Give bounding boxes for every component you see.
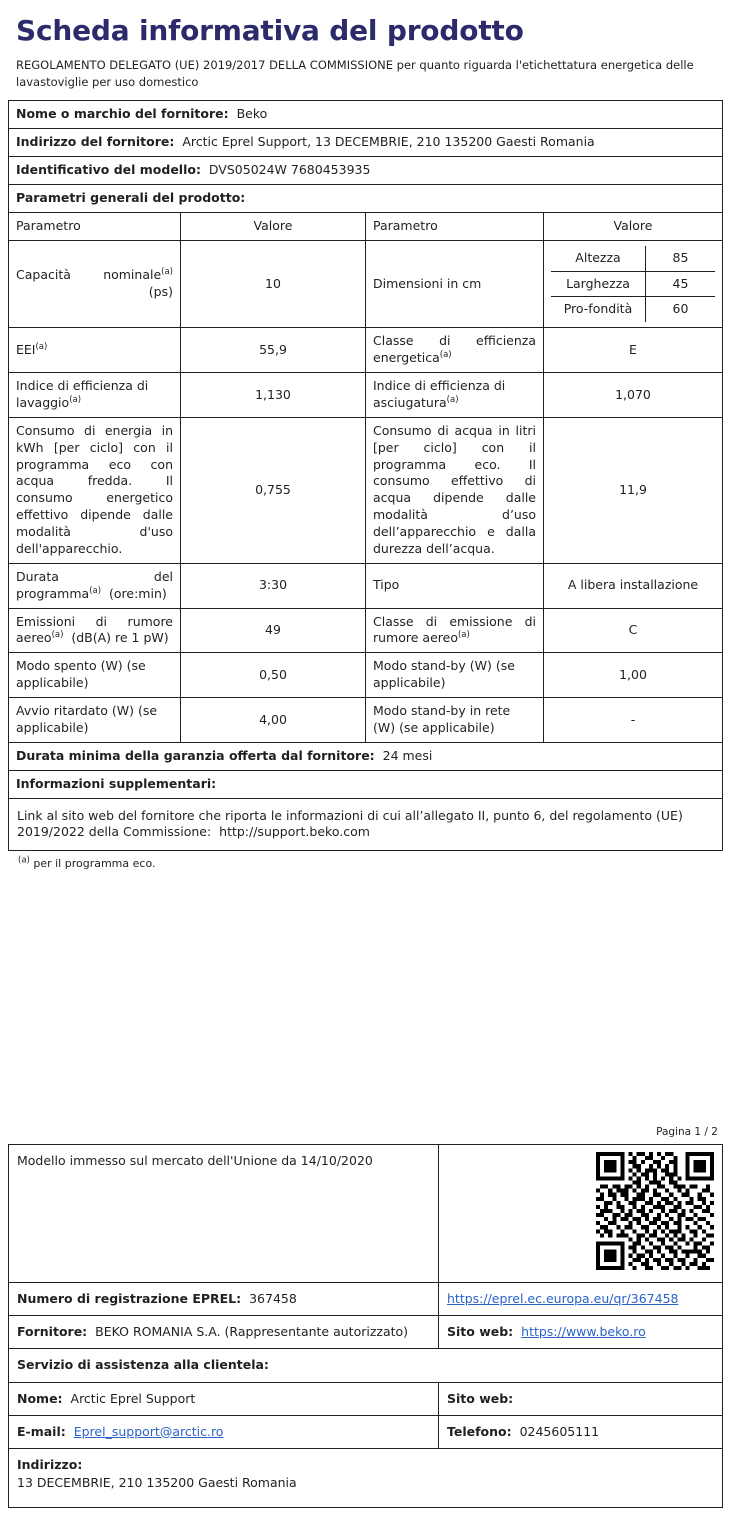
footer-row-supplier [9, 1316, 723, 1349]
header-param-2: Parametro [366, 212, 544, 240]
type-label: Tipo [366, 563, 544, 608]
noise-class-value: C [544, 608, 723, 653]
page-title: Scheda informativa del prodotto [16, 14, 524, 47]
eei-label-text: EEI [16, 341, 36, 357]
table-row-duration [9, 563, 723, 608]
standby-mode-value: 1,00 [544, 653, 723, 698]
email-label: E-mail: [17, 1423, 66, 1439]
footer-address-cell [9, 1448, 723, 1507]
capacity-label [9, 240, 181, 328]
capacity-value: 10 [181, 240, 366, 328]
drying-index-label [366, 373, 544, 418]
washing-index-value: 1,130 [181, 373, 366, 418]
program-duration-label-sup: (a) [89, 585, 102, 596]
drying-index-label-text: Indice di efficienza di asciugatura [373, 378, 506, 410]
market-date-cell [9, 1145, 439, 1283]
washing-index-label [9, 373, 181, 418]
phone-value: 0245605111 [519, 1423, 600, 1439]
energy-consumption-value: 0,755 [181, 417, 366, 563]
dimensions-table-cell [544, 240, 723, 328]
supplier-address-label: Indirizzo del fornitore: [16, 134, 175, 150]
standby-mode-label: Modo stand-by (W) (se applicabile) [366, 653, 544, 698]
header-param-1: Parametro [9, 212, 181, 240]
header-value-1: Valore [181, 212, 366, 240]
capacity-label-text: Capacità nominale [16, 267, 162, 283]
noise-label-unit: (dB(A) re 1 pW) [71, 630, 169, 646]
footer-row-address [9, 1448, 723, 1507]
energy-class-label [366, 328, 544, 373]
energy-consumption-label: Consumo di energia in kWh [per ciclo] con il programma eco con acqua fredda. Il consumo energetico effettivo dipende dalle modalità d'uso dell'apparecchio. [9, 417, 181, 563]
table-row-additional-title [9, 770, 723, 798]
drying-index-label-sup: (a) [446, 394, 459, 405]
table-row-supplier-address [9, 129, 723, 157]
service-name-label: Nome: [17, 1390, 63, 1406]
dimension-row-height [551, 246, 715, 271]
service-label: Servizio di assistenza alla clientela: [17, 1357, 269, 1373]
energy-class-label-sup: (a) [439, 350, 452, 361]
noise-value: 49 [181, 608, 366, 653]
dimension-row-depth [551, 297, 715, 322]
network-standby-label: Modo stand-by in rete (W) (se applicabile) [366, 698, 544, 743]
product-fiche-table [8, 100, 723, 851]
footer-address-value: 13 DECEMBRIE, 210 135200 Gaesti Romania [17, 1474, 297, 1490]
additional-info-text: Link al sito web del fornitore che riporta le informazioni di cui all’allegato II, punto 6, del regolamento (UE) 2019/2022 della Commissione: [17, 807, 683, 840]
qr-cell [439, 1145, 723, 1283]
service-name-cell [9, 1382, 439, 1415]
off-mode-value: 0,50 [181, 653, 366, 698]
energy-class-label-text: Classe di efficienza energetica [373, 333, 536, 366]
type-value: A libera installazione [544, 563, 723, 608]
table-row-model [9, 157, 723, 185]
capacity-label-sup: (a) [161, 267, 173, 277]
footer-supplier-label: Fornitore: [17, 1324, 88, 1340]
table-row-section-title [9, 184, 723, 212]
energy-class-value: E [544, 328, 723, 373]
footer-supplier-value: BEKO ROMANIA S.A. (Rappresentante autorizzato) [95, 1324, 409, 1340]
noise-class-label-sup: (a) [457, 630, 470, 641]
footer-row-contact [9, 1415, 723, 1448]
eei-value: 55,9 [181, 328, 366, 373]
phone-label: Telefono: [447, 1423, 512, 1439]
washing-index-label-text: Indice di efficienza di lavaggio [16, 378, 149, 410]
page-number: Pagina 1 / 2 [656, 1126, 718, 1138]
dimension-value-width: 45 [646, 271, 716, 297]
phone-cell [439, 1415, 723, 1448]
noise-label-sup: (a) [51, 630, 64, 641]
dimensions-table [551, 246, 715, 323]
noise-label-text: Emissioni di rumore aereo [16, 613, 173, 646]
noise-class-label [366, 608, 544, 653]
water-consumption-label: Consumo di acqua in litri [per ciclo] con il programma eco. Il consumo effettivo di acqua dipende dalle modalità d’uso dell’apparecchio e dalla durezza dell’acqua. [366, 417, 544, 563]
dimension-value-height: 85 [646, 246, 716, 271]
footer-row-service-title [9, 1349, 723, 1382]
eprel-url-link[interactable]: https://eprel.ec.europa.eu/qr/367458 [447, 1291, 679, 1307]
delayed-start-label: Avvio ritardato (W) (se applicabile) [9, 698, 181, 743]
footer-row-eprel [9, 1283, 723, 1316]
footer-website-value[interactable]: https://www.beko.ro [521, 1324, 646, 1340]
table-row-noise [9, 608, 723, 653]
table-row-warranty [9, 742, 723, 770]
drying-index-value: 1,070 [544, 373, 723, 418]
service-website-cell [439, 1382, 723, 1415]
dimension-value-depth: 60 [672, 301, 689, 317]
warranty-label: Durata minima della garanzia offerta dal fornitore: [16, 747, 375, 763]
dimensions-label: Dimensioni in cm [366, 240, 544, 328]
footer-table [8, 1144, 723, 1508]
footer-row-market [9, 1145, 723, 1283]
water-consumption-value: 11,9 [544, 417, 723, 563]
service-name-value: Arctic Eprel Support [70, 1390, 196, 1406]
eprel-value: 367458 [249, 1291, 297, 1307]
eprel-url-cell [439, 1283, 723, 1316]
eei-label [9, 328, 181, 373]
footer-website-label: Sito web: [447, 1324, 514, 1340]
email-cell [9, 1415, 439, 1448]
table-row-delayed-start [9, 698, 723, 743]
additional-info-label: Informazioni supplementari: [16, 775, 217, 791]
noise-class-label-text: Classe di emissione di rumore aereo [373, 613, 536, 646]
dimension-name-height: Altezza [551, 246, 646, 271]
warranty-value: 24 mesi [382, 747, 433, 763]
off-mode-label: Modo spento (W) (se applicabile) [9, 653, 181, 698]
params-section-title: Parametri generali del prodotto: [16, 189, 246, 205]
table-row-capacity-dimensions [9, 240, 723, 328]
dimension-name-depth: Pro-fondità [551, 297, 646, 322]
additional-info-url[interactable]: http://support.beko.com [219, 824, 370, 840]
eprel-cell [9, 1283, 439, 1316]
capacity-label-unit: (ps) [148, 284, 173, 300]
supplier-address-value: Arctic Eprel Support, 13 DECEMBRIE, 210 135200 Gaesti Romania [182, 134, 595, 150]
service-website-label: Sito web: [447, 1390, 514, 1406]
network-standby-value: - [544, 698, 723, 743]
program-duration-unit: (ore:min) [109, 585, 167, 601]
table-row-additional-link [9, 798, 723, 851]
footer-website-cell [439, 1316, 723, 1349]
footer-supplier-cell [9, 1316, 439, 1349]
program-duration-label [9, 563, 181, 608]
supplier-name-value: Beko [236, 106, 268, 122]
product-fiche-page [0, 14, 730, 1514]
header-value-2: Valore [544, 212, 723, 240]
delayed-start-value: 4,00 [181, 698, 366, 743]
table-row-consumption [9, 417, 723, 563]
supplier-name-label: Nome o marchio del fornitore: [16, 106, 229, 122]
eei-label-sup: (a) [35, 341, 48, 352]
footer-address-label: Indirizzo: [17, 1456, 83, 1472]
service-title-cell [9, 1349, 723, 1382]
program-duration-label-text: Durata del programma [16, 568, 173, 601]
eprel-label: Numero di registrazione EPREL: [17, 1291, 242, 1307]
regulation-text: REGOLAMENTO DELEGATO (UE) 2019/2017 DELLA COMMISSIONE per quanto riguarda l'etichettatura energetica delle lavastoviglie per uso domestico [16, 58, 694, 89]
market-date-text: Modello immesso sul mercato dell'Unione da 14/10/2020 [17, 1153, 373, 1168]
table-row-off-mode [9, 653, 723, 698]
dimension-name-width: Larghezza [551, 271, 646, 297]
model-value: DVS05024W 7680453935 [208, 162, 371, 178]
footnote [18, 857, 722, 870]
qr-code-icon[interactable] [596, 1152, 714, 1270]
model-label: Identificativo del modello: [16, 162, 201, 178]
program-duration-value: 3:30 [181, 563, 366, 608]
footer-row-service-name [9, 1382, 723, 1415]
table-row-washing-index [9, 373, 723, 418]
table-header-row [9, 212, 723, 240]
noise-label [9, 608, 181, 653]
washing-index-label-sup: (a) [69, 394, 82, 405]
table-row-eei [9, 328, 723, 373]
email-value[interactable]: Eprel_support@arctic.ro [73, 1423, 224, 1439]
footnote-text: per il programma eco. [33, 857, 156, 871]
table-row-supplier-name [9, 101, 723, 129]
dimension-row-width [551, 271, 715, 297]
footnote-marker: (a) [18, 855, 30, 866]
